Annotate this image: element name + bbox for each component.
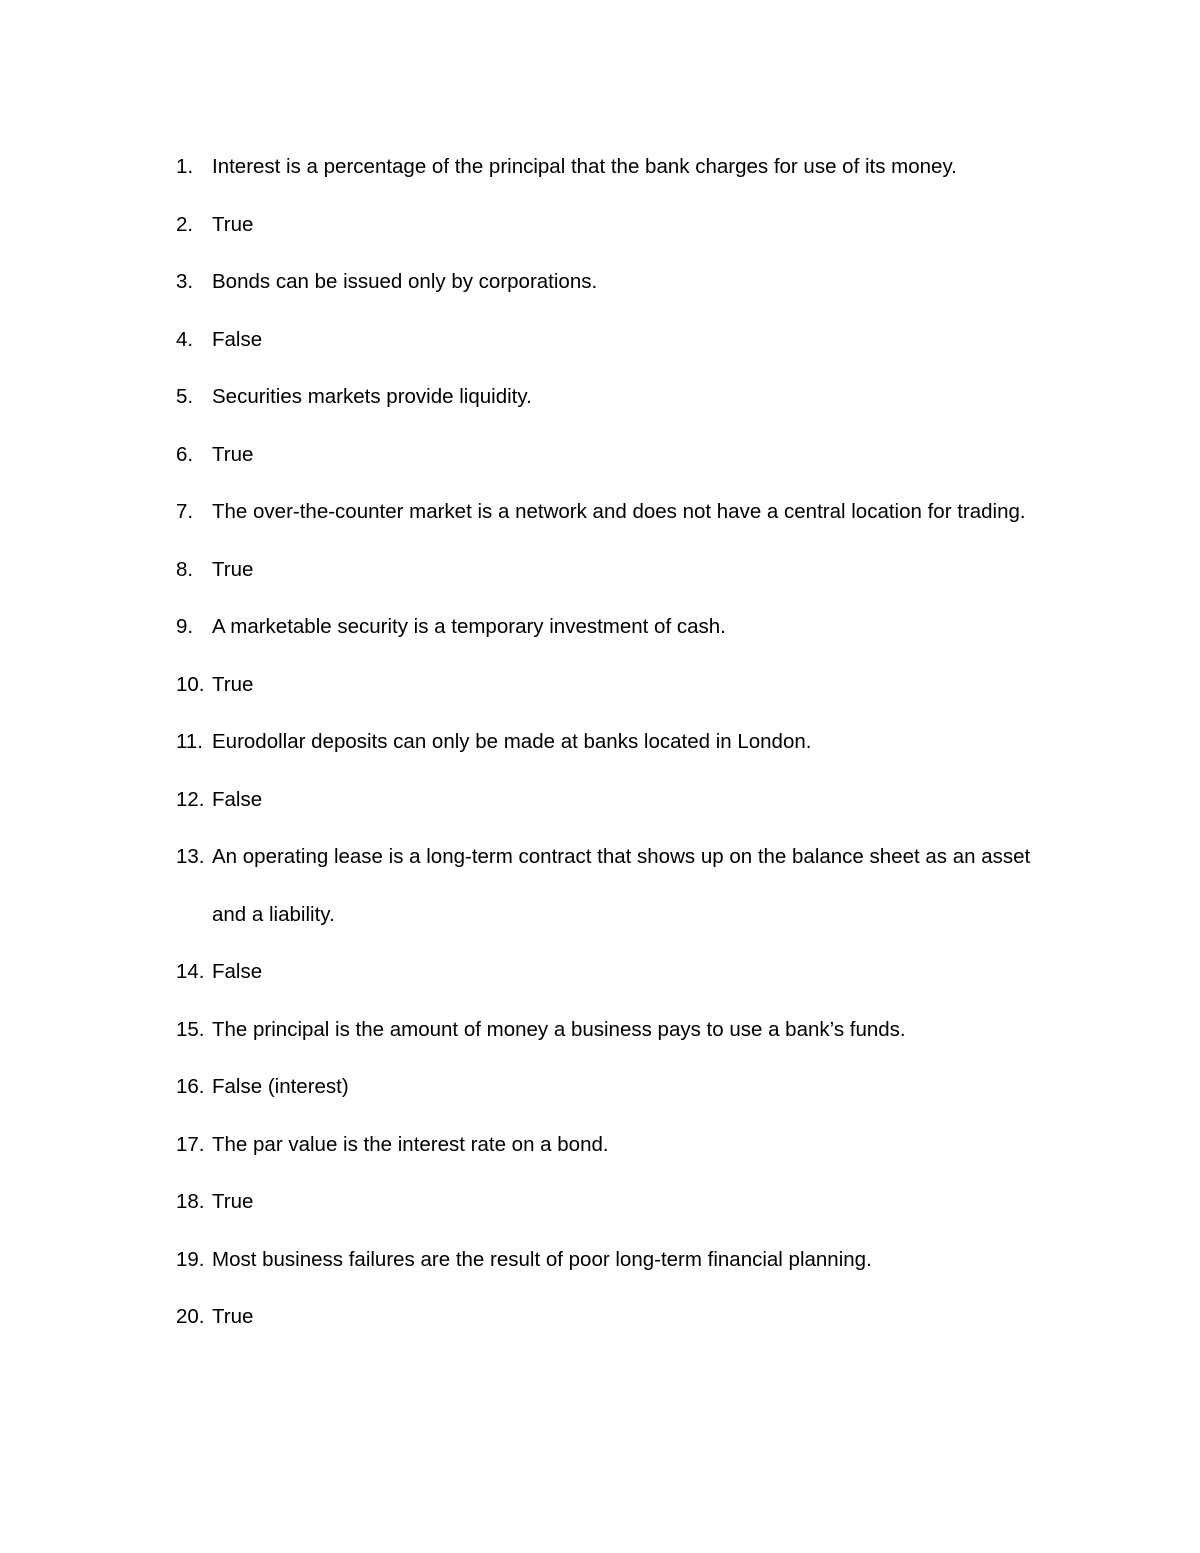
item-text: True — [212, 1305, 254, 1328]
list-item — [176, 1001, 1036, 1059]
list-item — [176, 368, 1036, 426]
item-number: 9. — [176, 615, 194, 638]
item-text: An operating lease is a long-term contract that shows up on the balance sheet as an asset and a liability. — [212, 845, 1031, 926]
item-text: The par value is the interest rate on a bond. — [212, 1132, 609, 1156]
item-number: 5. — [176, 385, 194, 408]
item-number: 13. — [176, 845, 205, 868]
list-item — [176, 138, 1036, 196]
item-text: Most business failures are the result of poor long-term financial planning. — [212, 1247, 872, 1271]
list-item — [176, 1173, 1036, 1231]
list-item — [176, 1058, 1036, 1116]
item-text: Eurodollar deposits can only be made at banks located in London. — [212, 730, 812, 753]
item-number: 18. — [176, 1190, 205, 1213]
item-text: True — [212, 1190, 254, 1213]
item-text: False — [212, 960, 263, 983]
item-number: 20. — [176, 1305, 205, 1328]
list-item — [176, 483, 1036, 541]
list-item — [176, 196, 1036, 254]
list-item — [176, 426, 1036, 484]
list-item — [176, 656, 1036, 714]
item-number: 6. — [176, 442, 194, 466]
list-item — [176, 1288, 1036, 1346]
item-text: False — [212, 787, 263, 811]
list-item — [176, 1231, 1036, 1289]
item-number: 4. — [176, 327, 194, 351]
list-item — [176, 598, 1036, 656]
list-item — [176, 943, 1036, 1001]
item-number: 11. — [176, 730, 203, 753]
item-text: Bonds can be issued only by corporations. — [212, 270, 598, 293]
item-text: Interest is a percentage of the principal that the bank charges for use of its money. — [212, 155, 957, 178]
list-item — [176, 253, 1036, 311]
item-number: 17. — [176, 1132, 205, 1156]
list-item — [176, 1116, 1036, 1174]
item-number: 19. — [176, 1247, 205, 1271]
item-text: The over-the-counter market is a network and does not have a central location for trading. — [212, 500, 1026, 523]
item-text: Securities markets provide liquidity. — [212, 385, 532, 408]
item-number: 15. — [176, 1017, 205, 1041]
list-item — [176, 713, 1036, 771]
item-text: The principal is the amount of money a business pays to use a bank’s funds. — [212, 1017, 906, 1041]
item-text: True — [212, 557, 254, 581]
item-number: 12. — [176, 787, 205, 811]
item-number: 8. — [176, 557, 194, 581]
item-number: 7. — [176, 500, 194, 523]
numbered-list — [176, 138, 1036, 1346]
item-text: True — [212, 442, 254, 466]
item-number: 16. — [176, 1075, 205, 1098]
item-text: False (interest) — [212, 1075, 349, 1098]
item-number: 3. — [176, 270, 194, 293]
item-number: 14. — [176, 960, 205, 983]
item-text: True — [212, 212, 254, 236]
item-text: True — [212, 672, 254, 696]
item-text: A marketable security is a temporary investment of cash. — [212, 615, 726, 638]
list-item — [176, 311, 1036, 369]
item-number: 1. — [176, 155, 194, 178]
item-number: 2. — [176, 212, 194, 236]
list-item — [176, 771, 1036, 829]
list-item — [176, 828, 1036, 943]
item-number: 10. — [176, 672, 205, 696]
list-item — [176, 541, 1036, 599]
item-text: False — [212, 327, 263, 351]
